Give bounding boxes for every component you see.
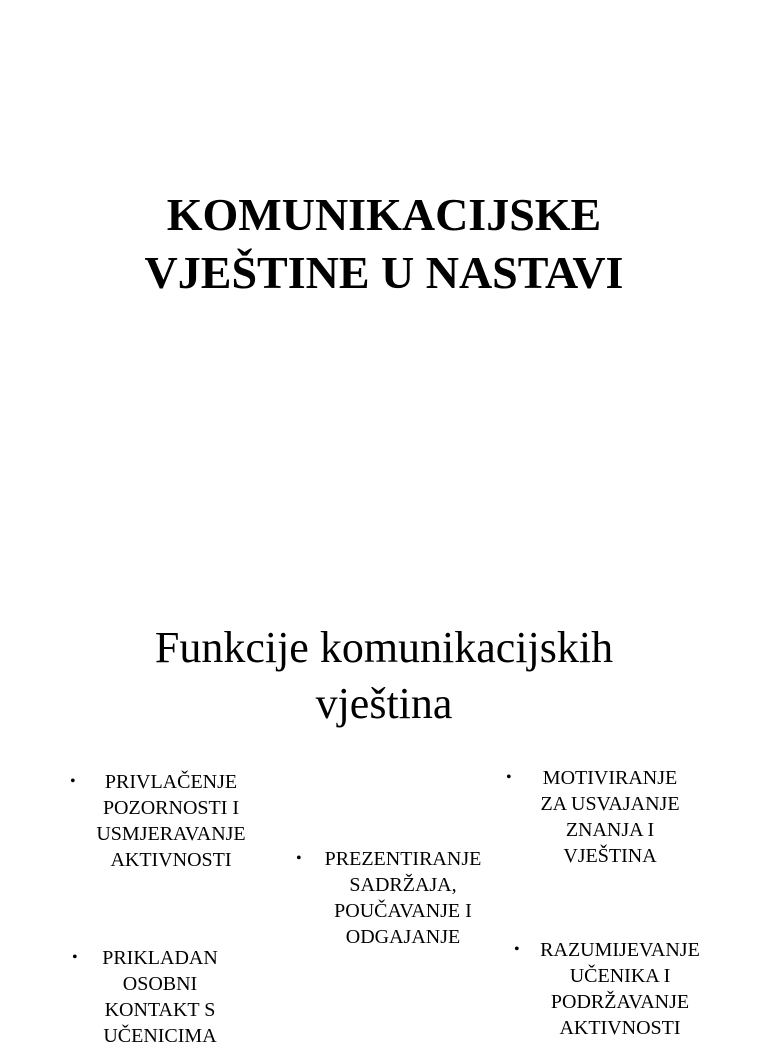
bullet-line: PRIKLADAN (102, 947, 218, 969)
bullet-line: RAZUMIJEVANJE (540, 939, 700, 961)
heading-line: Funkcije komunikacijskih (154, 623, 614, 672)
bullet-line: PREZENTIRANJE (324, 848, 482, 870)
bullet-line: PODRŽAVANJE (550, 991, 690, 1013)
bullet-line: ZNANJA I (565, 819, 655, 841)
bullet-line: KONTAKT S (104, 999, 216, 1021)
bullet-line: PRIVLAČENJE (104, 771, 238, 793)
bullet-line: UČENICIMA (103, 1025, 217, 1047)
bullet-item-understanding (514, 937, 708, 1041)
bullet-dot-icon: • (72, 949, 78, 966)
bullet-line: ZA USVAJANJE (540, 793, 680, 815)
title-line: VJEŠTINE U NASTAVI (144, 247, 624, 298)
bullet-line: ODGAJANJE (345, 926, 461, 948)
bullet-line: VJEŠTINA (563, 845, 657, 867)
bullet-line: POUČAVANJE I (334, 900, 472, 922)
bullet-line: OSOBNI (122, 973, 198, 995)
bullet-line: SADRŽAJA, (349, 874, 457, 896)
heading-line: vještina (315, 679, 453, 728)
bullet-item-motivating (506, 765, 692, 869)
bullet-dot-icon: • (296, 850, 302, 867)
bullet-item-attention (70, 769, 256, 873)
bullet-item-presenting (296, 846, 492, 950)
slide-title-heading (0, 186, 768, 302)
title-line: KOMUNIKACIJSKE (166, 189, 602, 240)
bullet-dot-icon: • (70, 773, 76, 790)
bullet-line: AKTIVNOSTI (559, 1017, 681, 1039)
bullet-line: UČENIKA I (569, 965, 671, 987)
slide-functions (0, 576, 768, 1047)
bullet-item-contact (72, 945, 232, 1049)
slide-functions-heading (0, 620, 768, 732)
bullet-line: AKTIVNOSTI (110, 849, 232, 871)
bullet-line: MOTIVIRANJE (542, 767, 678, 789)
bullet-line: USMJERAVANJE (96, 823, 246, 845)
bullet-dot-icon: • (514, 941, 520, 958)
bullet-line: POZORNOSTI I (102, 797, 240, 819)
bullet-dot-icon: • (506, 769, 512, 786)
